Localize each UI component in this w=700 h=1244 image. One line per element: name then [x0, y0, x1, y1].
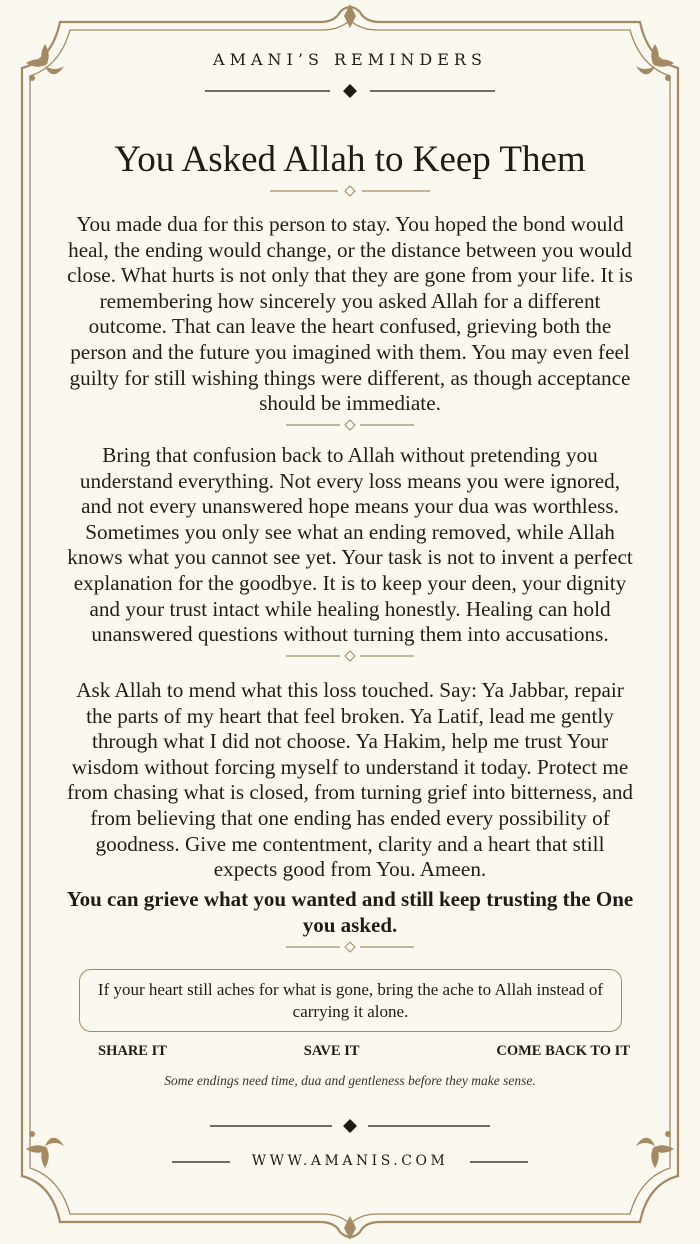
action-row [98, 1043, 630, 1060]
section-divider-2 [286, 649, 414, 663]
paragraph-3: Ask Allah to mend what this loss touched. Say: Ya Jabbar, repair the parts of my heart that feel broken. Ya Latif, lead me gently through what I did not choose. Ya Hakim, help me trust Your wisdom without forcing myself to understand it today. Protect me from chasing what is closed, from turning grief into bitterness, and from believing that one ending has ended every possibility of goodness. Give me contentment, clarity and a heart that still expects good from You. Ameen. [66, 678, 634, 882]
save-button[interactable]: SAVE IT [303, 1043, 360, 1059]
callout-box [79, 969, 622, 1032]
emphasis-line: You can grieve what you wanted and still keep trusting the One you asked. [66, 887, 634, 937]
header-divider [205, 82, 495, 102]
share-button[interactable]: SHARE IT [98, 1043, 167, 1059]
footer-divider [210, 1116, 490, 1136]
website-url[interactable]: WWW.AMANIS.COM [251, 1153, 449, 1169]
paragraph-2: Bring that confusion back to Allah without pretending you understand everything. Not every loss means you were ignored, and not every unanswered hope means your dua was worthless. Sometimes you only see what an ending removed, while Allah knows what you cannot see yet. Your task is not to invent a perfect explanation for the goodbye. It is to keep your deen, your dignity and your trust intact while healing honestly. Healing can hold unanswered questions without turning them into accusations. [67, 443, 633, 647]
section-divider-3 [286, 940, 414, 954]
callout-text: If your heart still aches for what is gone, bring the ache to Allah instead of carrying it alone. [97, 979, 604, 1021]
footnote: Some endings need time, dua and gentleness before they make sense. [164, 1073, 536, 1088]
page-title: You Asked Allah to Keep Them [114, 139, 586, 180]
paragraph-1: You made dua for this person to stay. You hoped the bond would heal, the ending would change, or the distance between you would close. What hurts is not only that they are gone from your life. It is remembering how sincerely you asked Allah for a different outcome. That can leave the heart confused, grieving both the person and the future you imagined with them. You may even feel guilty for still wishing things were different, as though acceptance should be immediate. [67, 212, 633, 416]
title-divider [270, 184, 430, 198]
section-divider-1 [286, 418, 414, 432]
come-back-button[interactable]: COME BACK TO IT [496, 1043, 630, 1059]
brand-header: AMANI’S REMINDERS [213, 50, 487, 69]
